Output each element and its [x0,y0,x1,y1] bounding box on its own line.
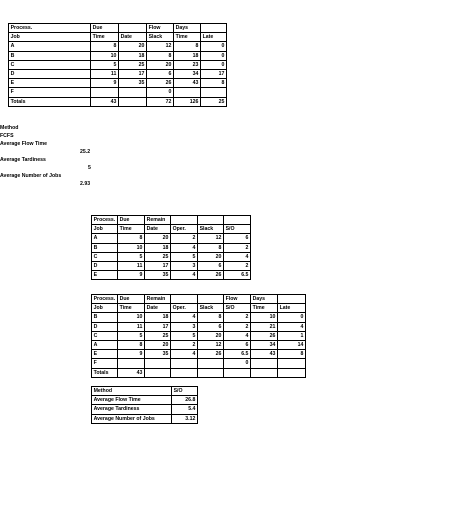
table-cell: 11 [91,70,119,79]
table-cell: 3 [171,322,198,331]
table-cell: 3.12 [172,414,198,423]
table-cell: 25 [145,252,171,261]
method-value: FCFS [0,133,14,139]
table-row [9,42,227,51]
table-cell: 26.8 [172,396,198,405]
table-cell: 35 [145,350,171,359]
table-cell: A [92,341,118,350]
table-row [92,405,198,414]
table-cell [224,216,251,225]
table-cell: 0 [201,60,227,69]
table-row [92,252,251,261]
table-cell: Late [278,304,306,313]
table-cell [278,368,306,377]
table-cell: 26 [198,350,224,359]
table-cell: 8 [147,51,174,60]
table-row [92,313,306,322]
table-cell: 8 [201,79,227,88]
table-cell: 26 [251,331,278,340]
table-cell: 20 [147,60,174,69]
table-cell [119,97,147,106]
table-cell: Totals [92,368,118,377]
header-row [9,24,227,33]
table-cell: Days [251,295,278,304]
table-row [9,60,227,69]
table-cell [145,368,171,377]
table-row [9,79,227,88]
table-cell: A [92,234,118,243]
table-cell: 6 [224,234,251,243]
table-cell [145,359,171,368]
table-cell: B [92,313,118,322]
table-cell: Method [92,387,172,396]
table-cell: Time [118,225,145,234]
table-cell [251,359,278,368]
table-cell: 6.5 [224,271,251,280]
table-cell: E [9,79,91,88]
table-cell: Flow [224,295,251,304]
table-cell: Average Number of Jobs [92,414,172,423]
table-cell: Date [145,304,171,313]
table-cell: 2 [224,262,251,271]
totals-row [92,368,306,377]
table-cell: C [92,331,118,340]
table-cell [171,216,198,225]
table-cell: 4 [278,322,306,331]
table-row [92,350,306,359]
table-cell [278,295,306,304]
table-cell: 2 [224,313,251,322]
header-row [92,216,251,225]
table-cell: 0 [201,42,227,51]
table-cell: 34 [251,341,278,350]
table-cell [119,88,147,97]
table-cell [198,368,224,377]
table-cell: 2 [171,341,198,350]
table-cell: 26 [147,79,174,88]
table-cell: B [9,51,91,60]
table-cell: 4 [224,252,251,261]
table-cell: 6 [147,70,174,79]
table-cell: 2 [224,243,251,252]
table-cell: E [92,271,118,280]
table-cell: D [92,262,118,271]
avg-tardiness-label: Average Tardiness [0,157,46,163]
table-cell: F [92,359,118,368]
table-cell [171,368,198,377]
table-cell: 17 [119,70,147,79]
table-cell: 72 [147,97,174,106]
table-cell: 43 [91,97,119,106]
table-cell: 35 [145,271,171,280]
table-cell: F [9,88,91,97]
table-cell: 34 [174,70,201,79]
table-cell: Days [174,24,201,33]
table-cell: 17 [145,262,171,271]
table-row [92,243,251,252]
table-cell [198,359,224,368]
table-cell: 12 [198,234,224,243]
table-cell: 3 [171,262,198,271]
table-cell: 5 [171,252,198,261]
table-cell [119,24,147,33]
table-cell: 0 [224,359,251,368]
table-cell [171,359,198,368]
table-row [9,88,227,97]
table-cell: 8 [198,243,224,252]
table-cell: 25 [201,97,227,106]
table-so-summary-body [92,387,198,424]
table-cell: 1 [278,331,306,340]
table-cell [251,368,278,377]
table-cell: Slack [198,225,224,234]
table-cell: 5 [91,60,119,69]
table-cell: 126 [174,97,201,106]
table-cell: 12 [198,341,224,350]
table-cell: Average Flow Time [92,396,172,405]
table-cell: 6 [198,322,224,331]
table-cell: 20 [198,252,224,261]
table-cell: 5 [118,252,145,261]
header-row [92,304,306,313]
table-cell: 43 [251,350,278,359]
table-row [9,70,227,79]
header-row [92,387,198,396]
table-cell: 8 [198,313,224,322]
table-cell: Job [92,225,118,234]
table-row [9,51,227,60]
table-cell: 6 [198,262,224,271]
table-cell: 8 [118,341,145,350]
table-cell: 9 [118,271,145,280]
table-cell: 11 [118,262,145,271]
table-cell: B [92,243,118,252]
table-cell [201,88,227,97]
table-so-summary [91,386,198,424]
table-row [92,414,198,423]
table-cell: Process. [92,216,118,225]
table-cell: 23 [174,60,201,69]
table-cell: Due [118,216,145,225]
table-cell: Oper. [171,304,198,313]
table-cell: E [92,350,118,359]
header-row [92,295,306,304]
table-cell: S/O [172,387,198,396]
table-fcfs [8,23,227,107]
table-cell: Job [9,33,91,42]
table-cell: 20 [119,42,147,51]
table-cell [198,216,224,225]
table-so-sequence [91,294,306,378]
table-cell: Remain [145,216,171,225]
table-cell: S/O [224,225,251,234]
table-cell [91,88,119,97]
table-cell: A [9,42,91,51]
table-cell: 10 [91,51,119,60]
header-row [92,225,251,234]
table-cell: 9 [91,79,119,88]
table-cell: 20 [145,341,171,350]
table-cell: Late [201,33,227,42]
table-cell: 25 [119,60,147,69]
table-cell: 43 [174,79,201,88]
table-cell: 35 [119,79,147,88]
table-row [92,341,306,350]
table-so-priority-body [92,216,251,280]
table-cell: 0 [201,51,227,60]
table-cell [118,359,145,368]
table-row [92,271,251,280]
table-cell: 26 [198,271,224,280]
table-row [92,234,251,243]
table-cell: Due [91,24,119,33]
table-cell: 4 [224,331,251,340]
table-cell: 21 [251,322,278,331]
table-cell [278,359,306,368]
table-cell: 12 [147,42,174,51]
table-cell: 6 [224,341,251,350]
table-cell [224,368,251,377]
table-cell: Remain [145,295,171,304]
table-cell: Process. [92,295,118,304]
table-cell: 20 [198,331,224,340]
table-row [92,262,251,271]
table-cell: 0 [147,88,174,97]
table-cell [198,295,224,304]
table-cell: Due [118,295,145,304]
table-cell: C [92,252,118,261]
table-cell: 18 [119,51,147,60]
avg-flow-label: Average Flow Time [0,141,47,147]
totals-row [9,97,227,106]
method-label: Method [0,125,19,131]
table-cell: 18 [145,313,171,322]
table-row [92,331,306,340]
table-cell: 10 [251,313,278,322]
avg-tardiness-value: 5 [88,165,91,171]
table-cell: 6.5 [224,350,251,359]
table-so-priority [91,215,251,280]
table-row [92,322,306,331]
table-row [92,396,198,405]
table-cell: Flow [147,24,174,33]
table-cell: 5 [171,331,198,340]
table-cell: 2 [224,322,251,331]
table-cell: 20 [145,234,171,243]
table-cell: Time [251,304,278,313]
avg-jobs-label: Average Number of Jobs [0,173,62,179]
table-cell: Oper. [171,225,198,234]
table-cell: Slack [147,33,174,42]
table-cell: 43 [118,368,145,377]
table-cell: 2 [171,234,198,243]
table-cell [201,24,227,33]
table-cell: Time [118,304,145,313]
table-cell [171,295,198,304]
table-cell: D [92,322,118,331]
table-cell: Job [92,304,118,313]
table-cell: 17 [201,70,227,79]
table-cell: Average Tardiness [92,405,172,414]
table-cell: 10 [118,243,145,252]
table-cell: 8 [118,234,145,243]
table-cell: C [9,60,91,69]
table-cell: S/O [224,304,251,313]
table-cell: Process. [9,24,91,33]
table-cell: 8 [174,42,201,51]
table-cell: Totals [9,97,91,106]
header-row [9,33,227,42]
table-cell: 18 [174,51,201,60]
table-cell: 18 [145,243,171,252]
table-cell: 10 [118,313,145,322]
table-fcfs-body [9,24,227,107]
table-cell: Time [91,33,119,42]
table-cell: 9 [118,350,145,359]
table-row [92,359,306,368]
table-cell: 8 [278,350,306,359]
table-cell: Date [145,225,171,234]
table-cell: 5.4 [172,405,198,414]
table-cell: Time [174,33,201,42]
avg-flow-value: 25.2 [80,149,91,155]
table-cell: 25 [145,331,171,340]
table-cell: Slack [198,304,224,313]
table-cell: 11 [118,322,145,331]
table-cell: Date [119,33,147,42]
table-cell: 8 [91,42,119,51]
table-cell: 0 [278,313,306,322]
table-so-sequence-body [92,295,306,378]
table-cell: 5 [118,331,145,340]
table-cell: D [9,70,91,79]
table-cell: 4 [171,350,198,359]
table-cell: 17 [145,322,171,331]
table-cell [174,88,201,97]
table-cell: 4 [171,243,198,252]
table-cell: 14 [278,341,306,350]
avg-jobs-value: 2.93 [80,181,91,187]
table-cell: 4 [171,271,198,280]
table-cell: 4 [171,313,198,322]
